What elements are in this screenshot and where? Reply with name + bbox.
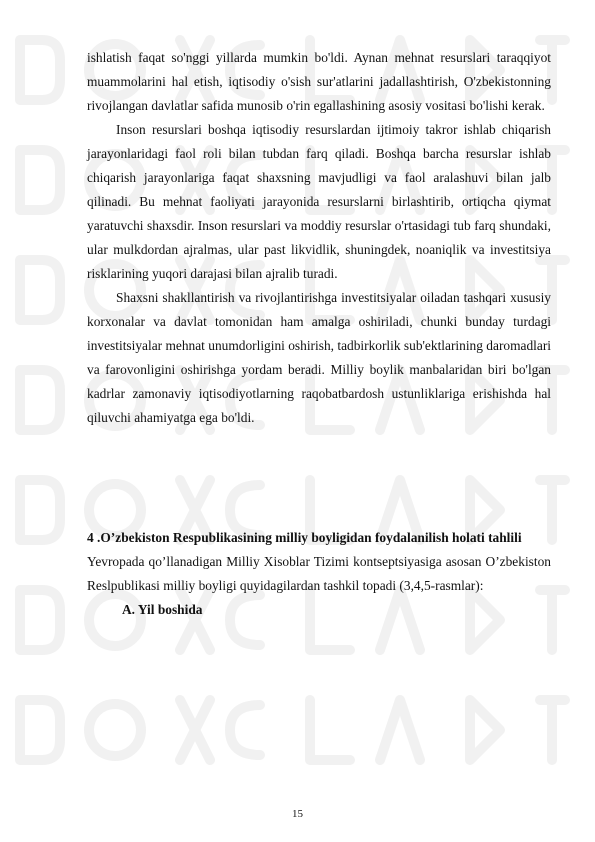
- paragraph-1: ishlatish faqat so'nggi yillarda mumkin bo'ldi. Aynan mehnat resurslari taraqqiyot muammolarini hal etish, iqtisodiy o'sish sur'atlarini jadallashtirish, O'zbekistonning rivojlangan davlatlar safida munosib o'rin egallashining asosiy vositasi bo'lishi kerak.: [87, 50, 551, 113]
- page-number: 15: [292, 808, 303, 820]
- document-body: [87, 46, 551, 622]
- subheading: A. Yil boshida: [122, 602, 203, 617]
- section-intro: Yevropada qo’llanadigan Milliy Xisoblar Tizimi kontseptsiyasiga asosan O’zbekiston Reslpublikasi milliy boyligi quyidagilardan tashkil topadi (3,4,5-rasmlar):: [87, 554, 551, 593]
- spacer: [87, 430, 551, 526]
- paragraph-3: Shaxsni shakllantirish va rivojlantirishga investitsiyalar oiladan tashqari xususiy korxonalar va davlat tomonidan ham amalga oshiriladi, chunki bunday turdagi investitsiyalar mehnat unumdorligini oshirish, tadbirkorlik sub'ektlarining daromadlari va farovonligini oshirishga yordam beradi. Milliy boylik manbalaridan biri bo'lgan kadrlar zamonaviy iqtisodiyotlarning raqobatbardosh ustunliklariga erishishda hal qiluvchi ahamiyatga ega bo'ldi.: [87, 290, 551, 425]
- paragraph-2: Inson resurslari boshqa iqtisodiy resurslardan ijtimoiy takror ishlab chiqarish jarayonlaridagi faol roli bilan tubdan farq qiladi. Boshqa barcha resurslar ishlab chiqarish jarayonlariga faqat shaxsning mavjudligi va faol aralashuvi bilan jalb qilinadi. Bu mehnat faoliyati jarayonida resurslarni birlashtirib, ortiqcha qiymat yaratuvchi shaxsdir. Inson resurslari va moddiy resurslar o'rtasidagi tub farq shundaki, ular mulkdordan ajralmas, ular past likvidlik, shuningdek, noaniqlik va investitsiya risklarining yuqori darajasi bilan ajralib turadi.: [87, 122, 551, 281]
- section-heading: 4 .O’zbekiston Respublikasining milliy boyligidan foydalanilish holati tahlili: [87, 530, 522, 545]
